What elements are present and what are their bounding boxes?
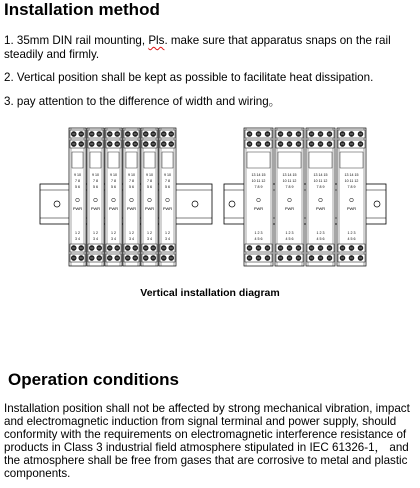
status-led-icon [94,198,98,202]
terminal-numbers-bottom-1: 1 2 3 [285,231,294,235]
terminal-numbers-bottom-1: 1 2 [93,231,98,235]
terminal-numbers-top-1: 9 10 [110,173,117,177]
terminal-numbers-bottom-2: 4 5 6 [254,237,263,241]
operation-heading: Operation conditions [8,370,179,389]
terminal-numbers-top-3: 5 6 [75,185,80,189]
terminal-numbers-bottom-2: 3 4 [93,237,98,241]
terminal-module [123,128,140,266]
module-code-label: PWR [144,206,155,211]
terminal-screw-row [142,254,157,262]
terminal-numbers-top-3: 5 6 [93,185,98,189]
module-label-window [144,152,155,168]
terminal-screw-row [124,130,139,138]
narrow-module-assembly [40,128,212,266]
terminal-screw-row [307,244,334,252]
terminal-screw-row [160,254,175,262]
terminal-numbers-top-1: 13 14 15 [313,173,328,177]
terminal-module [159,128,176,266]
terminal-screw-row [160,244,175,252]
module-code-label: PWR [284,206,295,211]
terminal-module [69,128,86,266]
module-label-window [340,152,363,168]
terminal-screw-row [106,130,121,138]
terminal-numbers-bottom-1: 1 2 [75,231,80,235]
terminal-screw-row [276,140,303,148]
terminal-numbers-top-2: 10 11 12 [251,179,266,183]
terminal-screw-row [245,244,272,252]
terminal-screw-row [70,254,85,262]
module-code-label: PWR [315,206,326,211]
terminal-screw-row [70,244,85,252]
terminal-numbers-top-2: 10 11 12 [344,179,359,183]
terminal-numbers-top-2: 10 11 12 [282,179,297,183]
module-code-label: PWR [126,206,137,211]
terminal-numbers-top-1: 9 10 [164,173,171,177]
terminal-numbers-top-3: 7 8 9 [316,185,325,189]
terminal-screw-row [70,140,85,148]
terminal-module [87,128,104,266]
module-label-window [90,152,101,168]
terminal-screw-row [142,140,157,148]
module-code-label: PWR [72,206,83,211]
terminal-numbers-top-1: 13 14 15 [282,173,297,177]
module-label-window [126,152,137,168]
terminal-screw-row [160,130,175,138]
terminal-numbers-top-1: 9 10 [92,173,99,177]
module-label-window [162,152,173,168]
terminal-numbers-top-2: 7 8 [93,179,98,183]
installation-step-2: 2. Vertical position shall be kept as possible to facilitate heat dissipation. [4,71,374,84]
terminal-numbers-bottom-2: 3 4 [129,237,134,241]
module-code-label: PWR [90,206,101,211]
terminal-numbers-top-1: 9 10 [74,173,81,177]
terminal-numbers-top-3: 5 6 [147,185,152,189]
spellcheck-flagged-word: Pls [148,34,165,47]
module-code-label: PWR [346,206,357,211]
terminal-screw-row [276,254,303,262]
module-label-window [278,152,301,168]
status-led-icon [76,198,80,202]
terminal-screw-row [276,244,303,252]
terminal-module [337,128,366,266]
terminal-numbers-bottom-1: 1 2 [165,231,170,235]
status-led-icon [350,198,354,202]
terminal-module [275,128,304,266]
terminal-numbers-bottom-2: 3 4 [75,237,80,241]
step-1-text-end: . make sure that apparatus snaps on the rail steadily and firmly. [4,34,391,61]
terminal-numbers-top-3: 5 6 [129,185,134,189]
terminal-numbers-bottom-1: 1 2 3 [254,231,263,235]
terminal-numbers-top-2: 7 8 [75,179,80,183]
terminal-numbers-top-3: 7 8 9 [285,185,294,189]
status-led-icon [288,198,292,202]
terminal-screw-row [307,140,334,148]
installation-step-3: 3. pay attention to the difference of width and wiring。 [4,95,281,108]
module-label-window [247,152,270,168]
terminal-numbers-bottom-1: 1 2 [147,231,152,235]
terminal-screw-row [276,130,303,138]
terminal-numbers-top-2: 7 8 [129,179,134,183]
status-led-icon [257,198,261,202]
terminal-screw-row [124,244,139,252]
module-code-label: PWR [162,206,173,211]
terminal-numbers-bottom-1: 1 2 3 [347,231,356,235]
terminal-screw-row [245,254,272,262]
operation-body-text: Installation position shall not be affected by strong mechanical vibration, impact and electromagnetic induction from signal terminal and power supply, should conformity with the requirements on electromagnetic interference resistance of products in Class 3 industrial field atmosphere stipulated in IEC 61326-1， and the atmosphere shall be free from gases that are corrosive to metal and plastic components. [4,402,410,480]
terminal-screw-row [338,254,365,262]
terminal-screw-row [88,130,103,138]
status-led-icon [112,198,116,202]
terminal-module [306,128,335,266]
terminal-numbers-top-3: 5 6 [165,185,170,189]
terminal-screw-row [307,130,334,138]
terminal-module [141,128,158,266]
terminal-numbers-top-2: 7 8 [147,179,152,183]
status-led-icon [130,198,134,202]
terminal-numbers-top-2: 7 8 [165,179,170,183]
terminal-numbers-top-3: 7 8 9 [347,185,356,189]
terminal-screw-row [245,140,272,148]
terminal-numbers-top-2: 7 8 [111,179,116,183]
terminal-numbers-top-3: 5 6 [111,185,116,189]
terminal-numbers-bottom-2: 3 4 [165,237,170,241]
module-code-label: PWR [108,206,119,211]
terminal-screw-row [124,140,139,148]
terminal-numbers-bottom-1: 1 2 [129,231,134,235]
terminal-screw-row [106,244,121,252]
status-led-icon [319,198,323,202]
terminal-module [105,128,122,266]
terminal-screw-row [160,140,175,148]
terminal-screw-row [338,140,365,148]
terminal-numbers-bottom-1: 1 2 3 [316,231,325,235]
module-label-window [309,152,332,168]
terminal-numbers-bottom-2: 3 4 [147,237,152,241]
terminal-screw-row [106,254,121,262]
terminal-numbers-bottom-2: 4 5 6 [347,237,356,241]
terminal-screw-row [338,244,365,252]
terminal-numbers-bottom-2: 3 4 [111,237,116,241]
terminal-numbers-bottom-1: 1 2 [111,231,116,235]
terminal-screw-row [124,254,139,262]
terminal-screw-row [142,130,157,138]
terminal-numbers-bottom-2: 4 5 6 [285,237,294,241]
terminal-screw-row [88,244,103,252]
status-led-icon [148,198,152,202]
diagram-caption: Vertical installation diagram [140,287,280,299]
vertical-installation-diagram [0,120,420,280]
step-1-text-start: 1. 35mm DIN rail mounting, [4,34,149,47]
module-label-window [72,152,83,168]
terminal-screw-row [142,244,157,252]
status-led-icon [166,198,170,202]
terminal-numbers-top-2: 10 11 12 [313,179,328,183]
terminal-numbers-top-1: 9 10 [128,173,135,177]
module-label-window [108,152,119,168]
terminal-screw-row [88,140,103,148]
terminal-screw-row [70,130,85,138]
terminal-numbers-top-1: 13 14 15 [344,173,359,177]
terminal-screw-row [88,254,103,262]
terminal-screw-row [307,254,334,262]
module-code-label: PWR [253,206,264,211]
terminal-module [244,128,273,266]
terminal-screw-row [106,140,121,148]
terminal-numbers-top-1: 13 14 15 [251,173,266,177]
terminal-screw-row [338,130,365,138]
terminal-numbers-top-3: 7 8 9 [254,185,263,189]
installation-step-1 [4,34,416,62]
installation-heading: Installation method [4,0,160,19]
terminal-numbers-top-1: 9 10 [146,173,153,177]
wide-module-assembly [224,128,386,266]
terminal-screw-row [245,130,272,138]
terminal-numbers-bottom-2: 4 5 6 [316,237,325,241]
